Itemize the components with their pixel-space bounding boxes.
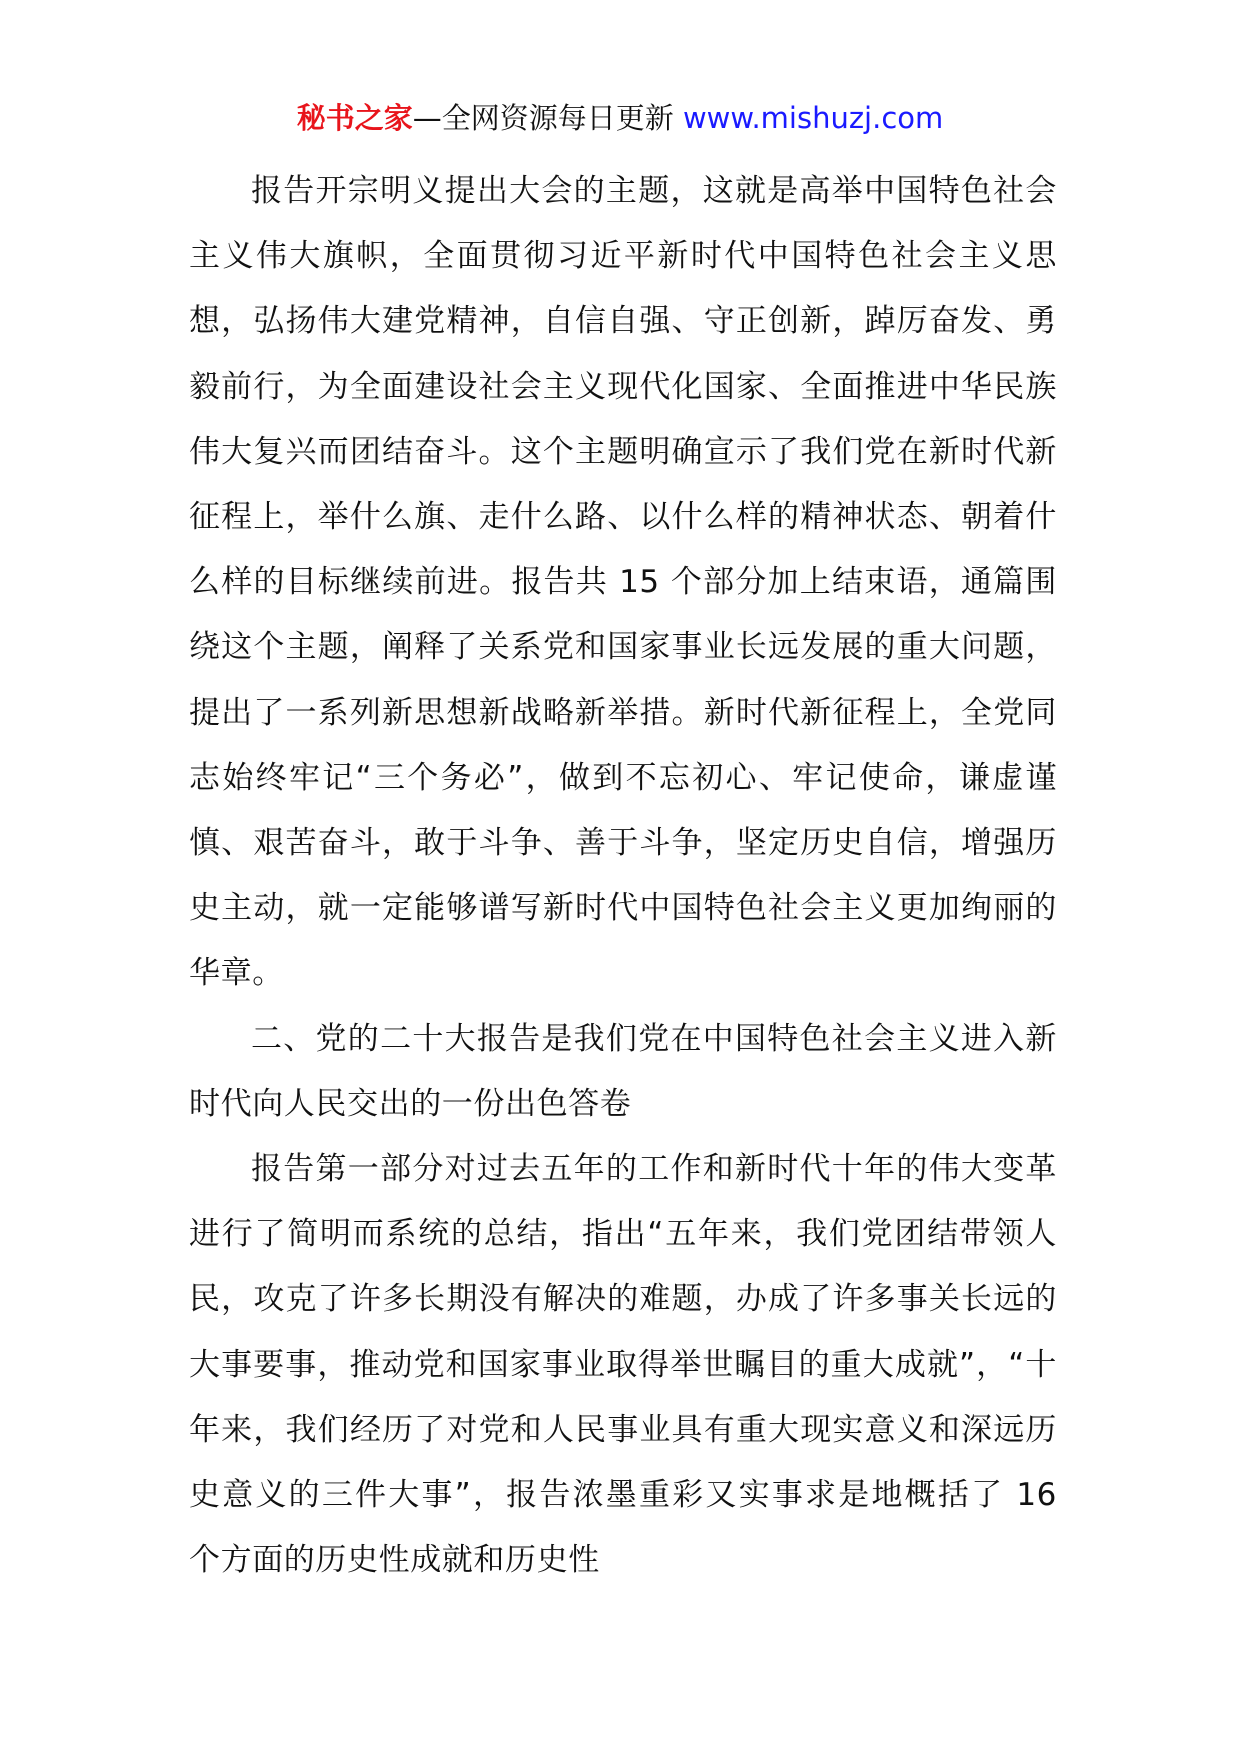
section-heading-2: 二、党的二十大报告是我们党在中国特色社会主义进入新时代向人民交出的一份出色答卷	[189, 1020, 1057, 1122]
paragraph-report-theme: 报告开宗明义提出大会的主题，这就是高举中国特色社会主义伟大旗帜，全面贯彻习近平新时代中国特色社会主义思想，弘扬伟大建党精神，自信自强、守正创新，踔厉奋发、勇毅前行，为全面建设社会主义现代化国家、全面推进中华民族伟大复兴而团结奋斗。这个主题明确宣示了我们党在新时代新征程上，举什么旗、走什么路、以什么样的精神状态、朝着什么样的目标继续前进。报告共 15 个部分加上结束语，通篇围绕这个主题，阐释了关系党和国家事业长远发展的重大问题，提出了一系列新思想新战略新举措。新时代新征程上，全党同志始终牢记“三个务必”，做到不忘初心、牢记使命，谦虚谨慎、艰苦奋斗，敢于斗争、善于斗争，坚定历史自信，增强历史主动，就一定能够谱写新时代中国特色社会主义更加绚丽的华章。	[189, 173, 1057, 992]
page-header	[0, 98, 1240, 138]
header-tagline: —全网资源每日更新	[412, 101, 674, 135]
brand-name: 秘书之家	[296, 101, 413, 135]
paragraph-achievements: 报告第一部分对过去五年的工作和新时代十年的伟大变革进行了简明而系统的总结，指出“五年来，我们党团结带领人民，攻克了许多长期没有解决的难题，办成了许多事关长远的大事要事，推动党和国家事业取得举世瞩目的重大成就”，“十年来，我们经历了对党和人民事业具有重大现实意义和深远历史意义的三件大事”，报告浓墨重彩又实事求是地概括了 16 个方面的历史性成就和历史性	[189, 1151, 1057, 1579]
website-link[interactable]: www.mishuzj.com	[682, 101, 944, 135]
document-body	[189, 159, 1057, 1593]
